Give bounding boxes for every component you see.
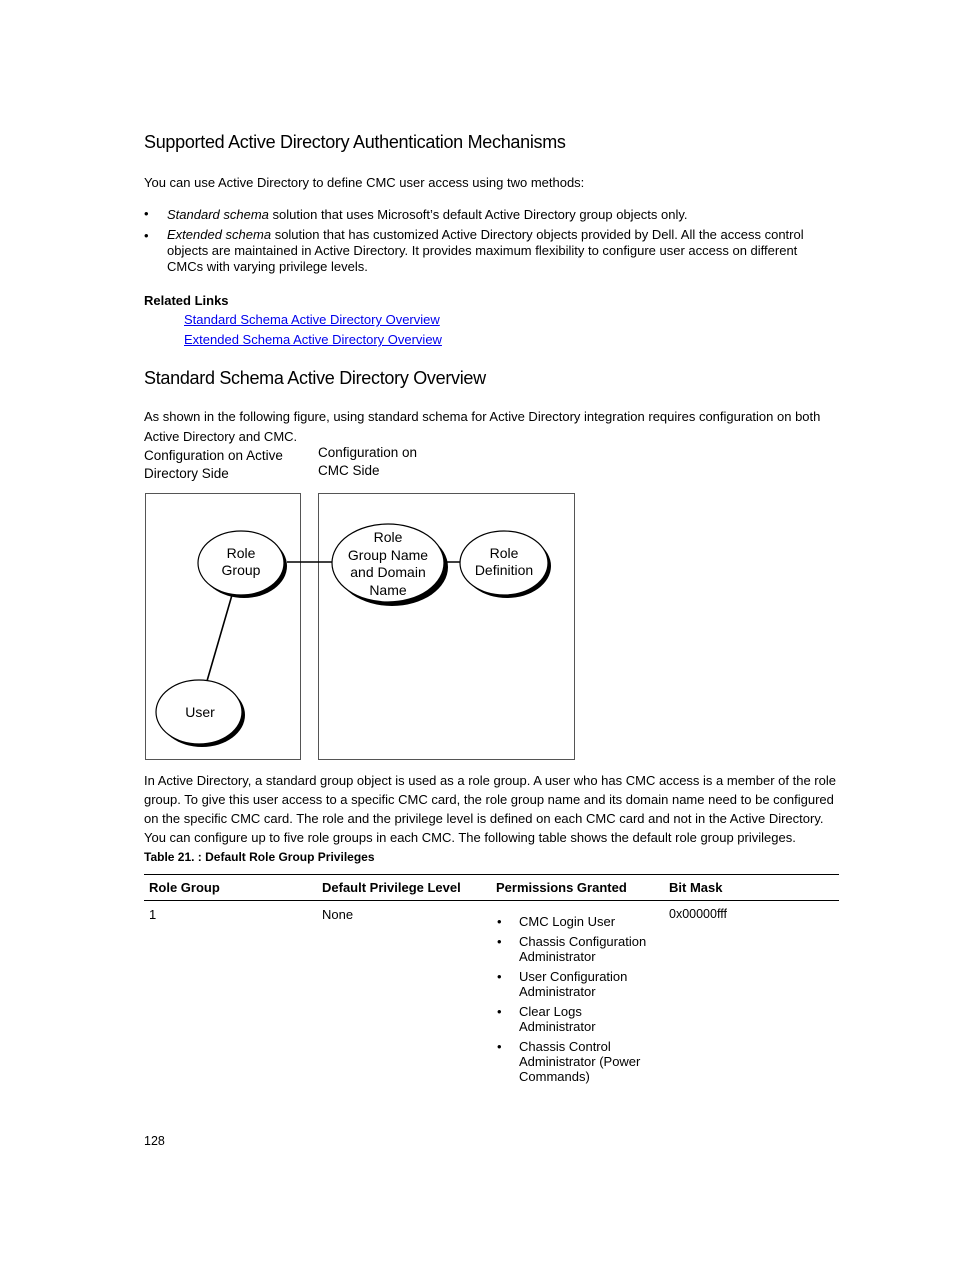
bullet-rest: solution that uses Microsoft’s default Active Directory group objects only. bbox=[268, 207, 688, 222]
node-label: User bbox=[185, 704, 215, 720]
perm-line: Administrator bbox=[519, 1019, 596, 1034]
section-title-standard-schema: Standard Schema Active Directory Overview bbox=[144, 368, 486, 388]
perm-line: User Configuration bbox=[519, 969, 628, 984]
permissions-list bbox=[497, 914, 667, 1089]
list-item bbox=[497, 1039, 667, 1084]
body-paragraph bbox=[144, 771, 836, 847]
col-header-permissions: Permissions Granted bbox=[496, 880, 627, 895]
figure-label-line: Directory Side bbox=[144, 466, 229, 481]
bullet-dot: • bbox=[144, 228, 149, 243]
node-label: Definition bbox=[474, 562, 534, 578]
bullet-dot: • bbox=[497, 1004, 502, 1019]
section-title-auth-mechanisms: Supported Active Directory Authentication Mechanisms bbox=[144, 132, 566, 152]
bullet-line: CMCs with varying privilege levels. bbox=[167, 259, 368, 274]
bullet-dot: • bbox=[497, 914, 502, 929]
col-header-privilege: Default Privilege Level bbox=[322, 880, 461, 895]
perm-line: Clear Logs bbox=[519, 1004, 582, 1019]
node-label: and Domain bbox=[350, 564, 426, 580]
bullet-dot: • bbox=[497, 934, 502, 949]
section2-intro-line1: As shown in the following figure, using standard schema for Active Directory integration requires configuration on both bbox=[144, 409, 821, 424]
bullet-dot: • bbox=[497, 1039, 502, 1054]
table-top-rule bbox=[144, 874, 839, 875]
figure-right-label bbox=[318, 444, 417, 480]
figure-label-line: Configuration on Active bbox=[144, 448, 283, 463]
cell-bitmask: 0x00000fff bbox=[669, 907, 727, 921]
list-item bbox=[497, 934, 667, 964]
figure-label-line: Configuration on bbox=[318, 445, 418, 460]
list-item bbox=[497, 969, 667, 999]
node-label: Role bbox=[489, 545, 519, 561]
table-caption: Table 21. : Default Role Group Privileges bbox=[144, 850, 375, 864]
perm-line: Chassis Configuration bbox=[519, 934, 647, 949]
perm-line: Commands) bbox=[519, 1069, 590, 1084]
node-label: Role bbox=[373, 529, 403, 545]
bullet-em: Extended schema bbox=[167, 227, 272, 242]
list-item bbox=[497, 914, 667, 929]
perm-line: Administrator bbox=[519, 984, 596, 999]
col-header-bitmask: Bit Mask bbox=[669, 880, 723, 895]
perm-line: Administrator bbox=[519, 949, 596, 964]
node-label: Group Name bbox=[347, 547, 429, 563]
bullet-rest: solution that has customized Active Directory objects provided by Dell. All the access control bbox=[271, 227, 804, 242]
figure-left-label bbox=[144, 447, 283, 483]
col-header-role-group: Role Group bbox=[149, 880, 220, 895]
table-header-rule bbox=[144, 900, 839, 901]
body-line: group. To give this user access to a specific CMC card, the role group name and its domain name need to be configured bbox=[144, 792, 834, 807]
related-links-title: Related Links bbox=[144, 293, 229, 308]
bullet-extended-schema bbox=[167, 227, 847, 275]
bullet-standard-schema bbox=[167, 205, 827, 224]
body-line: In Active Directory, a standard group object is used as a role group. A user who has CMC access is a member of the role bbox=[144, 773, 836, 788]
bullet-em: Standard schema bbox=[167, 207, 269, 222]
connector-rolegroup-user bbox=[207, 595, 232, 681]
perm-line: CMC Login User bbox=[519, 914, 616, 929]
intro-text: You can use Active Directory to define CMC user access using two methods: bbox=[144, 175, 585, 190]
bullet-line: objects are maintained in Active Directory. It provides maximum flexibility to configure user access on different bbox=[167, 243, 798, 258]
list-item bbox=[497, 1004, 667, 1034]
perm-line: Administrator (Power bbox=[519, 1054, 641, 1069]
node-label: Role bbox=[226, 545, 256, 561]
node-label: Name bbox=[369, 582, 407, 598]
page-number: 128 bbox=[144, 1134, 165, 1148]
perm-line: Chassis Control bbox=[519, 1039, 611, 1054]
node-label: Group bbox=[221, 562, 261, 578]
bullet-dot: • bbox=[144, 206, 149, 221]
schema-diagram bbox=[140, 488, 580, 766]
cell-privilege: None bbox=[322, 907, 354, 922]
body-line: You can configure up to five role groups in each CMC. The following table shows the default role group privileges. bbox=[144, 830, 796, 845]
cell-role-group: 1 bbox=[149, 907, 157, 922]
body-line: on the specific CMC card. The role and the privilege level is defined on each CMC card and not in the Active Directory. bbox=[144, 811, 824, 826]
bullet-dot: • bbox=[497, 969, 502, 984]
link-standard-schema-overview[interactable]: Standard Schema Active Directory Overview bbox=[184, 312, 440, 327]
link-extended-schema-overview[interactable]: Extended Schema Active Directory Overview bbox=[184, 332, 442, 347]
figure-label-line: CMC Side bbox=[318, 463, 380, 478]
section2-intro-line2: Active Directory and CMC. bbox=[144, 429, 298, 444]
